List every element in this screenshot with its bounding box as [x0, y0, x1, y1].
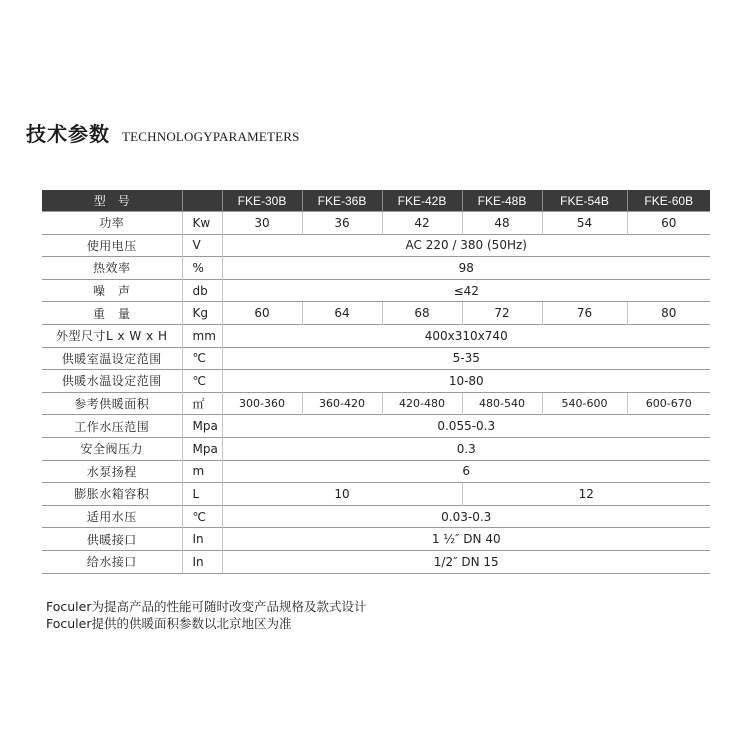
- param-name: 重 量: [42, 302, 182, 325]
- value-cell: 60: [627, 212, 710, 235]
- param-name: 适用水压: [42, 505, 182, 528]
- value-cell-merged: 400x310x740: [222, 324, 710, 347]
- param-name: 供暖水温设定范围: [42, 370, 182, 393]
- param-name: 给水接口: [42, 550, 182, 573]
- param-name: 热效率: [42, 257, 182, 280]
- value-cell: 540-600: [542, 392, 627, 415]
- value-cell: 30: [222, 212, 302, 235]
- param-unit: %: [182, 257, 222, 280]
- param-unit: ℃: [182, 505, 222, 528]
- param-unit: Mpa: [182, 437, 222, 460]
- param-unit: Mpa: [182, 415, 222, 438]
- value-cell: 68: [382, 302, 462, 325]
- param-unit: In: [182, 550, 222, 573]
- param-unit: m: [182, 460, 222, 483]
- table-row: [42, 392, 710, 415]
- table-row: [42, 528, 710, 551]
- value-cell: 80: [627, 302, 710, 325]
- param-unit: mm: [182, 324, 222, 347]
- param-unit: db: [182, 279, 222, 302]
- table-row: [42, 324, 710, 347]
- footnote-line: Foculer提供的供暖面积参数以北京地区为准: [46, 616, 292, 631]
- table-row: [42, 415, 710, 438]
- value-cell-merged: 98: [222, 257, 710, 280]
- table-row: [42, 347, 710, 370]
- page-heading: [26, 118, 300, 147]
- value-cell: 600-670: [627, 392, 710, 415]
- value-cell: 360-420: [302, 392, 382, 415]
- value-cell-merged: AC 220 / 380 (50Hz): [222, 234, 710, 257]
- table-row: [42, 370, 710, 393]
- param-unit: Kg: [182, 302, 222, 325]
- header-unit: [182, 190, 222, 212]
- value-cell-merged: 1/2″ DN 15: [222, 550, 710, 573]
- param-unit: In: [182, 528, 222, 551]
- header-model: FKE-54B: [542, 190, 627, 212]
- param-unit: ㎡: [182, 392, 222, 415]
- value-cell: 420-480: [382, 392, 462, 415]
- header-model: FKE-30B: [222, 190, 302, 212]
- value-cell: 76: [542, 302, 627, 325]
- value-cell: 36: [302, 212, 382, 235]
- value-cell-merged: 0.03-0.3: [222, 505, 710, 528]
- value-cell: 64: [302, 302, 382, 325]
- value-cell-merged: 6: [222, 460, 710, 483]
- value-cell: 42: [382, 212, 462, 235]
- footnotes: [46, 598, 367, 632]
- table-row: [42, 550, 710, 573]
- value-cell: 480-540: [462, 392, 542, 415]
- value-cell-group: 10: [222, 483, 462, 506]
- table-header-row: [42, 190, 710, 212]
- table-row: [42, 437, 710, 460]
- value-cell: 54: [542, 212, 627, 235]
- value-cell-merged: 5-35: [222, 347, 710, 370]
- param-unit: Kw: [182, 212, 222, 235]
- value-cell: 72: [462, 302, 542, 325]
- table-row: [42, 505, 710, 528]
- value-cell-merged: 0.3: [222, 437, 710, 460]
- table-row: [42, 279, 710, 302]
- param-unit: V: [182, 234, 222, 257]
- value-cell-merged: ≤42: [222, 279, 710, 302]
- header-model: FKE-48B: [462, 190, 542, 212]
- param-name: 使用电压: [42, 234, 182, 257]
- param-name: 水泵扬程: [42, 460, 182, 483]
- param-unit: L: [182, 483, 222, 506]
- param-name: 供暖接口: [42, 528, 182, 551]
- param-name: 参考供暖面积: [42, 392, 182, 415]
- value-cell-merged: 1 ½″ DN 40: [222, 528, 710, 551]
- param-name: 安全阀压力: [42, 437, 182, 460]
- header-model-label: 型 号: [42, 190, 182, 212]
- table-row: [42, 460, 710, 483]
- table-row: [42, 257, 710, 280]
- header-model: FKE-42B: [382, 190, 462, 212]
- value-cell: 48: [462, 212, 542, 235]
- heading-chinese: 技术参数: [26, 122, 110, 146]
- param-name: 外型尺寸L x W x H: [42, 324, 182, 347]
- value-cell-merged: 10-80: [222, 370, 710, 393]
- table-row: [42, 483, 710, 506]
- param-name: 功率: [42, 212, 182, 235]
- value-cell-group: 12: [462, 483, 710, 506]
- param-name: 膨胀水箱容积: [42, 483, 182, 506]
- header-model: FKE-60B: [627, 190, 710, 212]
- value-cell-merged: 0.055-0.3: [222, 415, 710, 438]
- footnote-line: Foculer为提高产品的性能可随时改变产品规格及款式设计: [46, 599, 367, 614]
- param-name: 供暖室温设定范围: [42, 347, 182, 370]
- parameters-table: [42, 190, 710, 574]
- table-row: [42, 302, 710, 325]
- value-cell: 300-360: [222, 392, 302, 415]
- heading-english: TECHNOLOGYPARAMETERS: [122, 129, 300, 144]
- param-name: 工作水压范围: [42, 415, 182, 438]
- param-unit: ℃: [182, 347, 222, 370]
- table-row: [42, 212, 710, 235]
- value-cell: 60: [222, 302, 302, 325]
- param-unit: ℃: [182, 370, 222, 393]
- table-row: [42, 234, 710, 257]
- param-name: 噪 声: [42, 279, 182, 302]
- header-model: FKE-36B: [302, 190, 382, 212]
